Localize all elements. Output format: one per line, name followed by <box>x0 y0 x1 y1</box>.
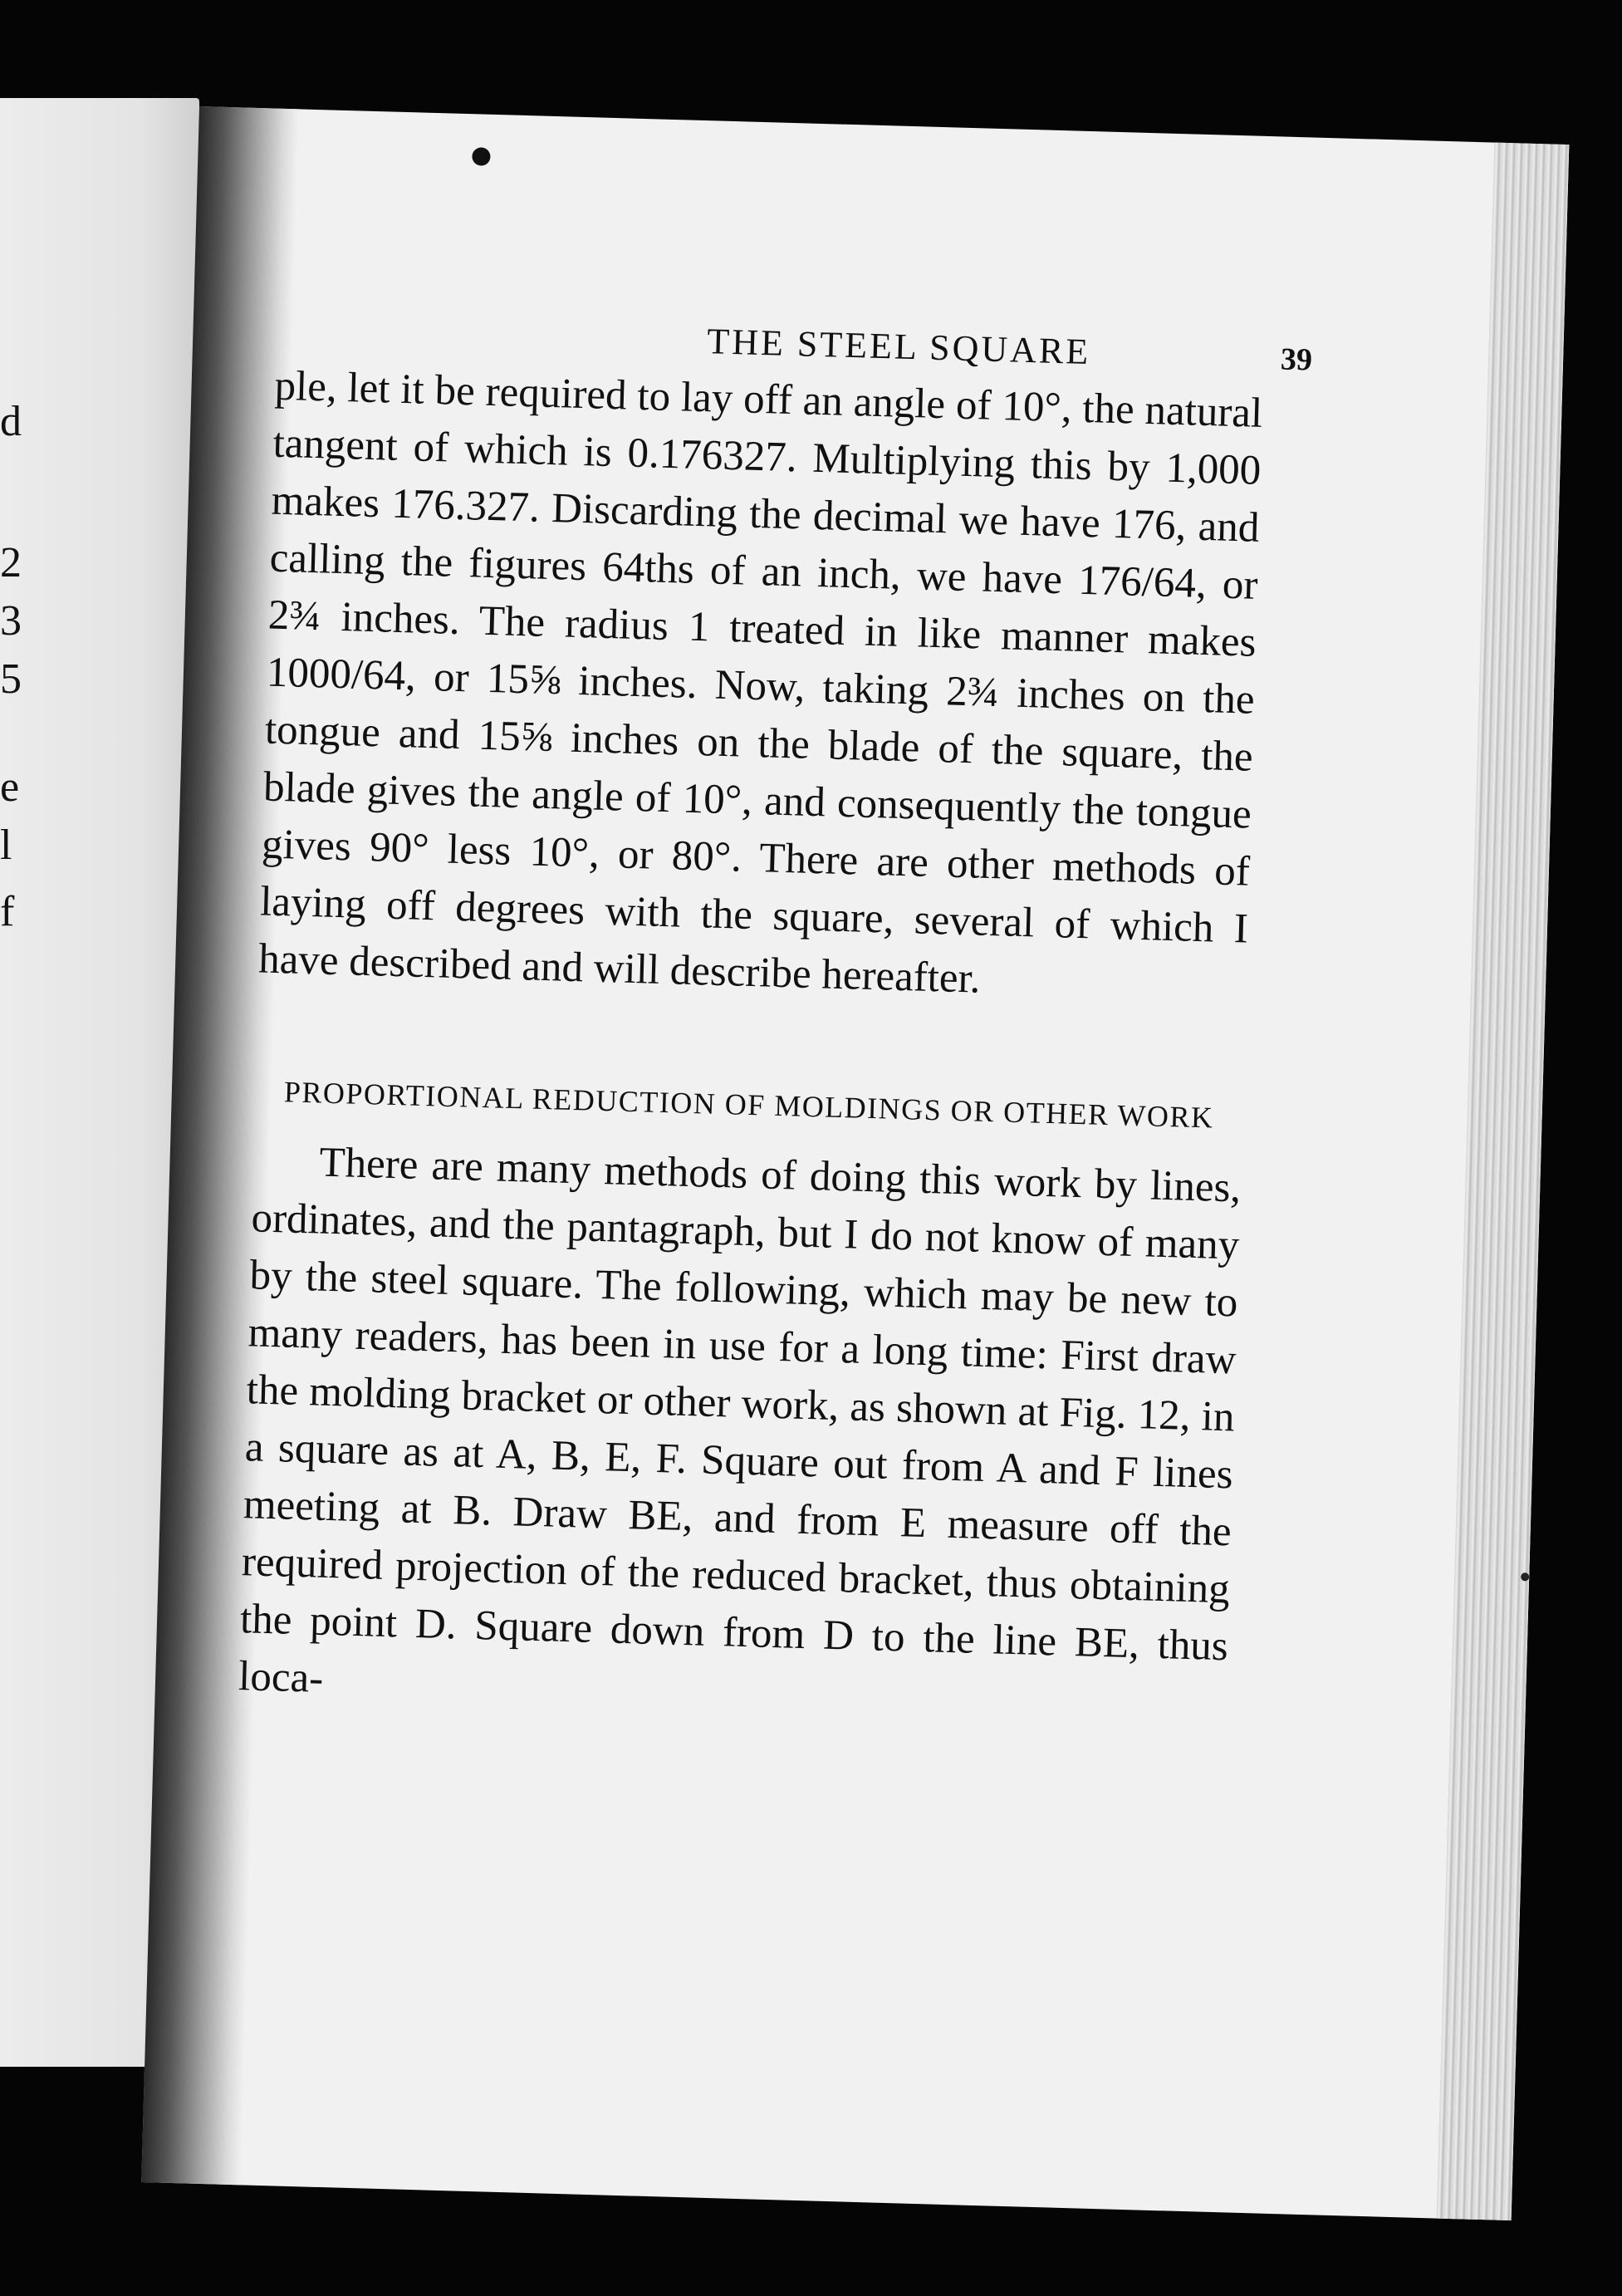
paragraph-indent <box>252 1174 319 1175</box>
facing-page-fragment: 5 <box>0 655 22 703</box>
page-number: 39 <box>1280 341 1313 378</box>
facing-page-fragment: 2 <box>0 539 22 586</box>
page-body <box>238 358 1263 1734</box>
page-edge <box>1437 143 1570 2221</box>
facing-page-fragment: l <box>0 822 12 869</box>
facing-page-fragment: e <box>0 763 20 811</box>
running-header: THE STEEL SQUARE <box>706 321 1091 373</box>
section-heading: PROPORTIONAL REDUCTION OF MOLDINGS OR OTHER WORK <box>283 1075 1214 1135</box>
body-paragraph <box>238 1132 1242 1733</box>
body-paragraph-text: There are many methods of doing this work by lines, ordinates, and the pantagraph, but I do not know of many by the steel square. The following, which may be new to many readers, has been in use for a long time: First draw the molding bracket or other work, as shown at Fig. 12, in a square as at A, B, E, F. Square out from A and F lines meeting at B. Draw BE, and from E measure off the required projection of the reduced bracket, thus obtaining the point D. Square down from D to the line BE, thus loca- <box>238 1139 1242 1702</box>
ink-spot <box>472 147 491 166</box>
facing-page-fragment: f <box>0 888 15 935</box>
body-paragraph: ple, let it be required to lay off an angle of 10°, the natural tangent of which is 0.176327. Multiplying this by 1,000 makes 176.327. Discarding the decimal we have 176, and calling the figures 64ths of an inch, we have 176/64, or 2¾ inches. The radius 1 treated in like manner makes 1000/64, or 15⅝ inches. Now, taking 2¾ inches on the tongue and 15⅝ inches on the blade of the square, the blade gives the angle of 10°, and consequently the tongue gives 90° less 10°, or 80°. There are other methods of laying off degrees with the square, several of which I have described and will describe hereafter. <box>257 362 1263 1003</box>
facing-page-fragment: 3 <box>0 597 22 645</box>
book-page <box>141 106 1569 2220</box>
facing-page-fragment: d <box>0 398 22 445</box>
